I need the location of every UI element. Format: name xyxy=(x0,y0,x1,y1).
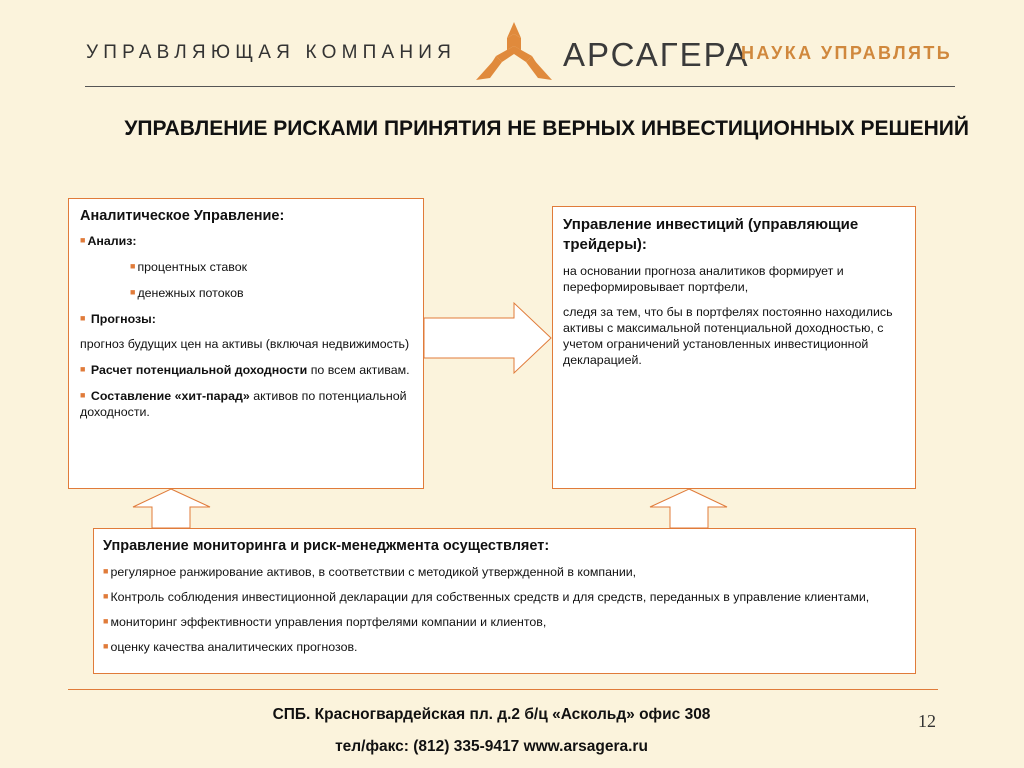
monitor-item: Контроль соблюдения инвестиционной декларации для собственных средств и для средств, переданных в управление клиентами, xyxy=(110,590,870,604)
arrow-up-right-icon xyxy=(650,489,728,529)
invest-box xyxy=(552,206,916,489)
invest-para2: следя за тем, что бы в портфелях постоянно находились активы с максимальной потенциальной доходностью, с учетом ограничений установленных инвестиционной декларацией. xyxy=(563,305,893,367)
bullet-icon: ■ xyxy=(103,591,109,601)
arsagera-logo-icon xyxy=(474,20,554,82)
monitor-item: оценку качества аналитических прогнозов. xyxy=(110,640,358,654)
analysis-label: Анализ: xyxy=(87,234,137,248)
analytic-title: Аналитическое Управление: xyxy=(80,208,285,224)
forecasts-label: Прогнозы: xyxy=(90,312,156,326)
bullet-icon: ■ xyxy=(80,364,86,374)
header-divider xyxy=(85,86,955,87)
analytic-box xyxy=(68,198,424,489)
monitor-box xyxy=(93,528,916,674)
bullet-icon: ■ xyxy=(130,261,136,271)
arrow-up-left-icon xyxy=(133,489,211,529)
page-title: УПРАВЛЕНИЕ РИСКАМИ ПРИНЯТИЯ НЕ ВЕРНЫХ ИНВЕСТИЦИОННЫХ РЕШЕНИЙ xyxy=(124,117,969,140)
return-bold: Расчет потенциальной доходности xyxy=(90,363,308,377)
arrow-right-icon xyxy=(424,302,552,374)
forecasts-text: прогноз будущих цен на активы (включая недвижимость) xyxy=(80,337,410,351)
hitparade-rest: активов по потенциальной доходности. xyxy=(80,389,407,419)
analysis-item: процентных ставок xyxy=(137,260,248,274)
page-number: 12 xyxy=(918,711,936,731)
footer-address: СПБ. Красногвардейская пл. д.2 б/ц «Аскольд» офис 308 xyxy=(272,706,711,723)
invest-para1: на основании прогноза аналитиков формирует и переформировывает портфели, xyxy=(563,264,844,294)
return-rest: по всем активам. xyxy=(307,363,410,377)
invest-title: Управление инвестиций (управляющие трейдеры): xyxy=(563,216,859,253)
monitor-title: Управление мониторинга и риск-менеджмента осуществляет: xyxy=(103,538,550,554)
bullet-icon: ■ xyxy=(103,566,109,576)
bullet-icon: ■ xyxy=(80,313,86,323)
footer-divider xyxy=(68,689,938,690)
header-tagline: НАУКА УПРАВЛЯТЬ xyxy=(741,43,953,63)
bullet-icon: ■ xyxy=(80,235,86,245)
bullet-icon: ■ xyxy=(103,641,109,651)
hitparade-bold: Составление «хит-парад» xyxy=(90,389,250,403)
bullet-icon: ■ xyxy=(130,287,136,297)
analysis-item: денежных потоков xyxy=(137,286,244,300)
bullet-icon: ■ xyxy=(80,390,86,400)
monitor-item: регулярное ранжирование активов, в соответствии с методикой утвержденной в компании, xyxy=(110,565,637,579)
header-brand: АРСАГЕРА xyxy=(563,36,750,73)
bullet-icon: ■ xyxy=(103,616,109,626)
footer-phone: тел/факс: (812) 335-9417 www.arsagera.ru xyxy=(335,738,648,755)
header-company: УПРАВЛЯЮЩАЯ КОМПАНИЯ xyxy=(86,42,457,63)
monitor-item: мониторинг эффективности управления портфелями компании и клиентов, xyxy=(110,615,547,629)
